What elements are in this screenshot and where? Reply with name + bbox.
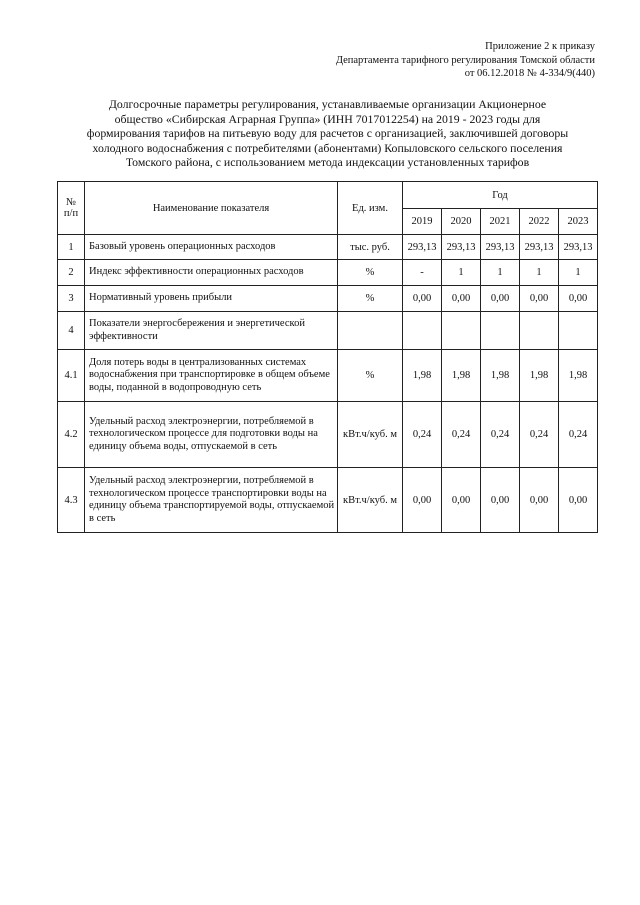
row-value [559, 312, 598, 350]
row-number: 4.2 [58, 402, 85, 468]
row-unit: % [338, 260, 403, 286]
row-value [520, 312, 559, 350]
row-indicator-name: Индекс эффективности операционных расходов [85, 260, 338, 286]
header-cell-year-group: Год [403, 182, 598, 209]
row-value: 1,98 [442, 350, 481, 402]
document-title-line-2: общество «Сибирская Аграрная Группа» (ИНН 7017012254) на 2019 - 2023 годы для [114, 111, 541, 126]
table-header-row [58, 182, 598, 209]
document-title-line-5: Томского района, с использованием метода индексации установленных тарифов [125, 155, 530, 170]
row-value: 0,00 [442, 468, 481, 533]
row-value: 293,13 [481, 235, 520, 260]
row-indicator-name: Показатели энергосбережения и энергетической эффективности [85, 312, 338, 350]
row-number: 1 [58, 235, 85, 260]
row-value: 0,00 [559, 286, 598, 312]
parameters-table [57, 181, 598, 533]
document-title [85, 97, 570, 170]
row-value [481, 312, 520, 350]
row-unit: кВт.ч/куб. м [338, 468, 403, 533]
row-value: 0,24 [520, 402, 559, 468]
row-value: 0,00 [442, 286, 481, 312]
order-reference-line-3: от 06.12.2018 № 4-334/9(440) [464, 68, 595, 79]
header-number-line-1: № [65, 197, 77, 208]
row-value: 1 [442, 260, 481, 286]
row-number: 4.1 [58, 350, 85, 402]
row-unit [338, 312, 403, 350]
header-cell-year: 2019 [403, 209, 442, 235]
table-row [58, 312, 598, 350]
row-value: 0,00 [481, 286, 520, 312]
row-number: 2 [58, 260, 85, 286]
order-reference-line-1: Приложение 2 к приказу [485, 41, 595, 52]
row-indicator-name: Удельный расход электроэнергии, потребляемой в технологическом процессе для подготовки воды на единицу объема воды, отпускаемой в сеть [85, 402, 338, 468]
row-value: 1 [481, 260, 520, 286]
row-value: 0,00 [403, 286, 442, 312]
row-indicator-name: Доля потерь воды в централизованных системах водоснабжения при транспортировке в общем объеме воды, поданной в водопроводную сеть [85, 350, 338, 402]
table-row [58, 286, 598, 312]
row-indicator-name: Базовый уровень операционных расходов [85, 235, 338, 260]
row-number: 4 [58, 312, 85, 350]
row-value: 1,98 [559, 350, 598, 402]
document-title-line-4: холодного водоснабжения с потребителями (абонентами) Копыловского сельского поселения [92, 140, 563, 155]
header-cell-unit: Ед. изм. [338, 182, 403, 235]
header-cell-year: 2021 [481, 209, 520, 235]
row-value: 293,13 [559, 235, 598, 260]
row-number: 3 [58, 286, 85, 312]
document-title-line-1: Долгосрочные параметры регулирования, устанавливаемые организации Акционерное [108, 97, 547, 111]
row-value: - [403, 260, 442, 286]
row-value: 0,24 [442, 402, 481, 468]
row-value: 293,13 [520, 235, 559, 260]
header-number-line-2: п/п [63, 208, 79, 219]
row-value: 0,24 [403, 402, 442, 468]
table-row [58, 350, 598, 402]
row-value: 1 [520, 260, 559, 286]
row-unit: % [338, 286, 403, 312]
row-indicator-name: Нормативный уровень прибыли [85, 286, 338, 312]
row-value: 1,98 [403, 350, 442, 402]
order-reference [336, 40, 595, 81]
row-value: 0,00 [520, 286, 559, 312]
header-cell-name: Наименование показателя [85, 182, 338, 235]
table-row [58, 468, 598, 533]
table-row [58, 260, 598, 286]
table-row [58, 235, 598, 260]
row-value: 0,24 [559, 402, 598, 468]
header-cell-year: 2023 [559, 209, 598, 235]
row-indicator-name: Удельный расход электроэнергии, потребляемой в технологическом процессе транспортировки воды на единицу объема транспортируемой воды, отпускаемой в сеть [85, 468, 338, 533]
row-unit: % [338, 350, 403, 402]
row-value: 1 [559, 260, 598, 286]
row-unit: тыс. руб. [338, 235, 403, 260]
row-value: 293,13 [403, 235, 442, 260]
document-title-line-3: формирования тарифов на питьевую воду для расчетов с организацией, заключившей договоры [86, 126, 569, 141]
row-value: 1,98 [481, 350, 520, 402]
row-value [442, 312, 481, 350]
header-cell-year: 2022 [520, 209, 559, 235]
row-value: 0,00 [481, 468, 520, 533]
row-value [403, 312, 442, 350]
row-value: 293,13 [442, 235, 481, 260]
row-value: 0,24 [481, 402, 520, 468]
row-value: 0,00 [520, 468, 559, 533]
row-number: 4.3 [58, 468, 85, 533]
header-cell-number [58, 182, 85, 235]
row-value: 0,00 [403, 468, 442, 533]
row-value: 0,00 [559, 468, 598, 533]
header-cell-year: 2020 [442, 209, 481, 235]
row-value: 1,98 [520, 350, 559, 402]
table-row [58, 402, 598, 468]
order-reference-line-2: Департамента тарифного регулирования Томской области [335, 54, 595, 66]
row-unit: кВт.ч/куб. м [338, 402, 403, 468]
